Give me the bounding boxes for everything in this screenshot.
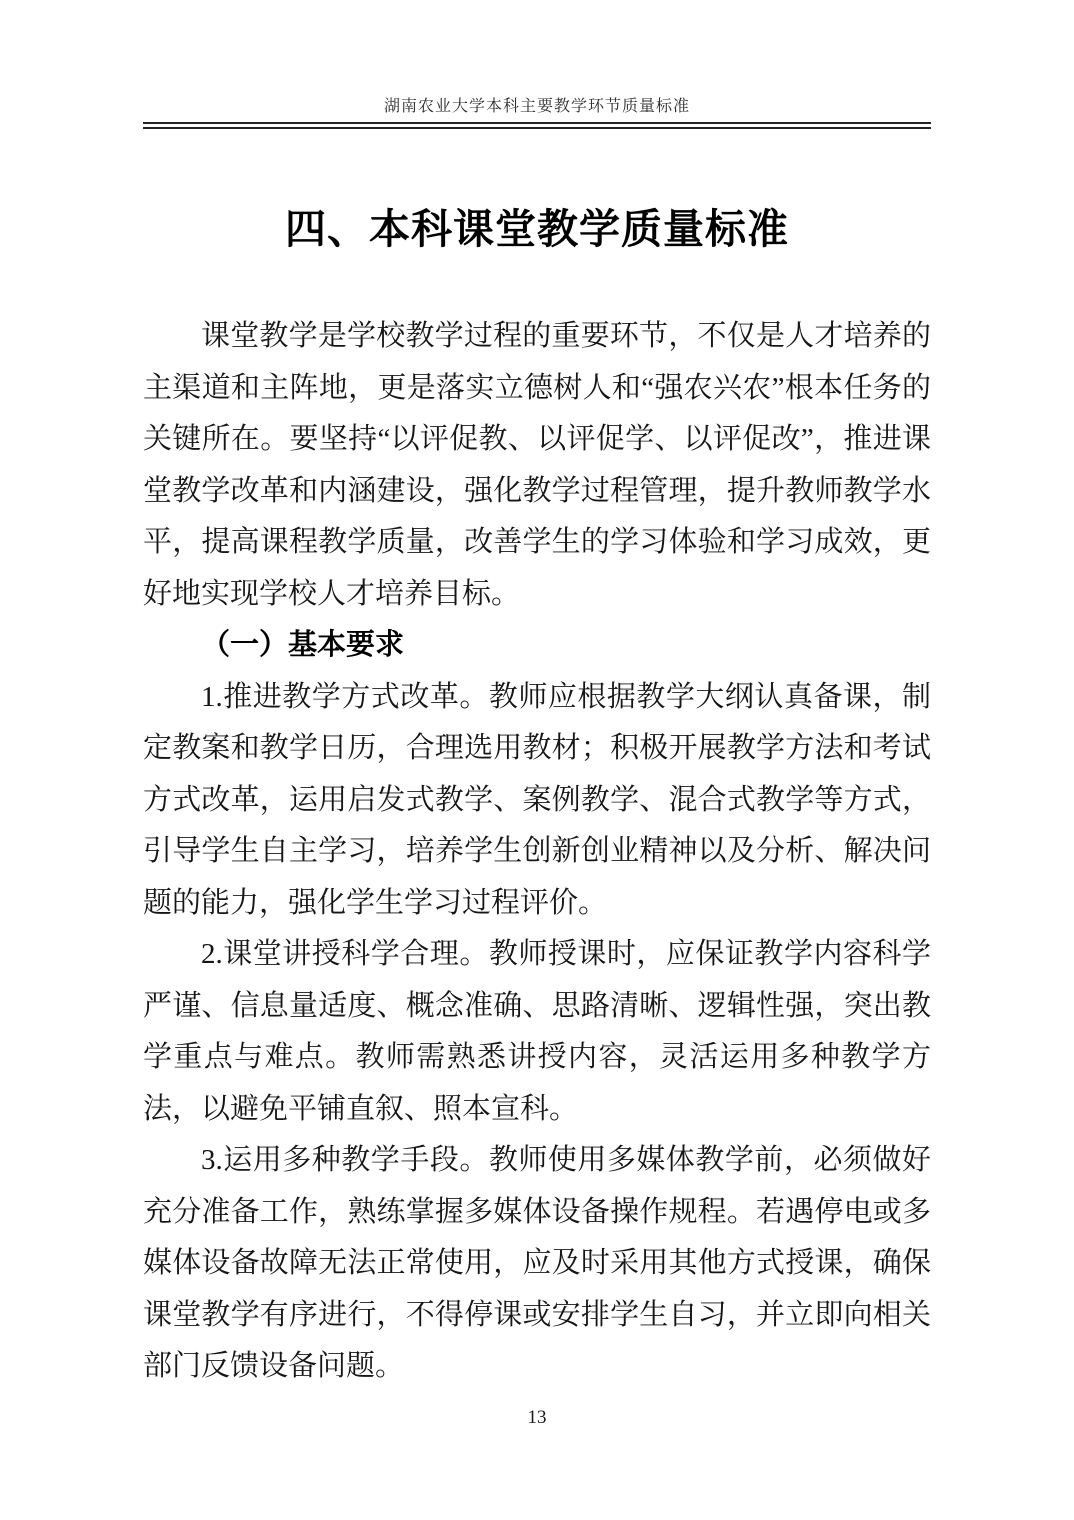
requirement-item-3: 3.运用多种教学手段。教师使用多媒体教学前，必须做好充分准备工作，熟练掌握多媒体设备操作规程。若遇停电或多媒体设备故障无法正常使用，应及时采用其他方式授课，确保课堂教学有序进行，不得停课或安排学生自习，并立即向相关部门反馈设备问题。 [143, 1144, 931, 1382]
requirement-item-1: 1.推进教学方式改革。教师应根据教学大纲认真备课，制定教案和教学日历，合理选用教材；积极开展教学方法和考试方式改革，运用启发式教学、案例教学、混合式教学等方式，引导学生自主学习，培养学生创新创业精神以及分析、解决问题的能力，强化学生学习过程评价。 [143, 680, 931, 919]
document-body [143, 311, 931, 1393]
intro-paragraph: 课堂教学是学校教学过程的重要环节，不仅是人才培养的主渠道和主阵地，更是落实立德树人和“强农兴农”根本任务的关键所在。要坚持“以评促教、以评促学、以评促改”，推进课堂教学改革和内涵建设，强化教学过程管理，提升教师教学水平，提高课程教学质量，改善学生的学习体验和学习成效，更好地实现学校人才培养目标。 [143, 320, 931, 610]
header-title: 湖南农业大学本科主要教学环节质量标准 [383, 98, 690, 115]
header-divider [143, 122, 931, 129]
page-number: 13 [527, 1407, 547, 1428]
section-heading-basic-requirements: （一）基本要求 [201, 629, 405, 661]
page-title: 四、本科课堂教学质量标准 [285, 206, 789, 252]
requirement-item-2: 2.课堂讲授科学合理。教师授课时，应保证教学内容科学严谨、信息量适度、概念准确、思路清晰、逻辑性强，突出教学重点与难点。教师需熟悉讲授内容，灵活运用多种教学方法，以避免平铺直叙、照本宣科。 [143, 938, 931, 1125]
page-header [143, 97, 931, 129]
